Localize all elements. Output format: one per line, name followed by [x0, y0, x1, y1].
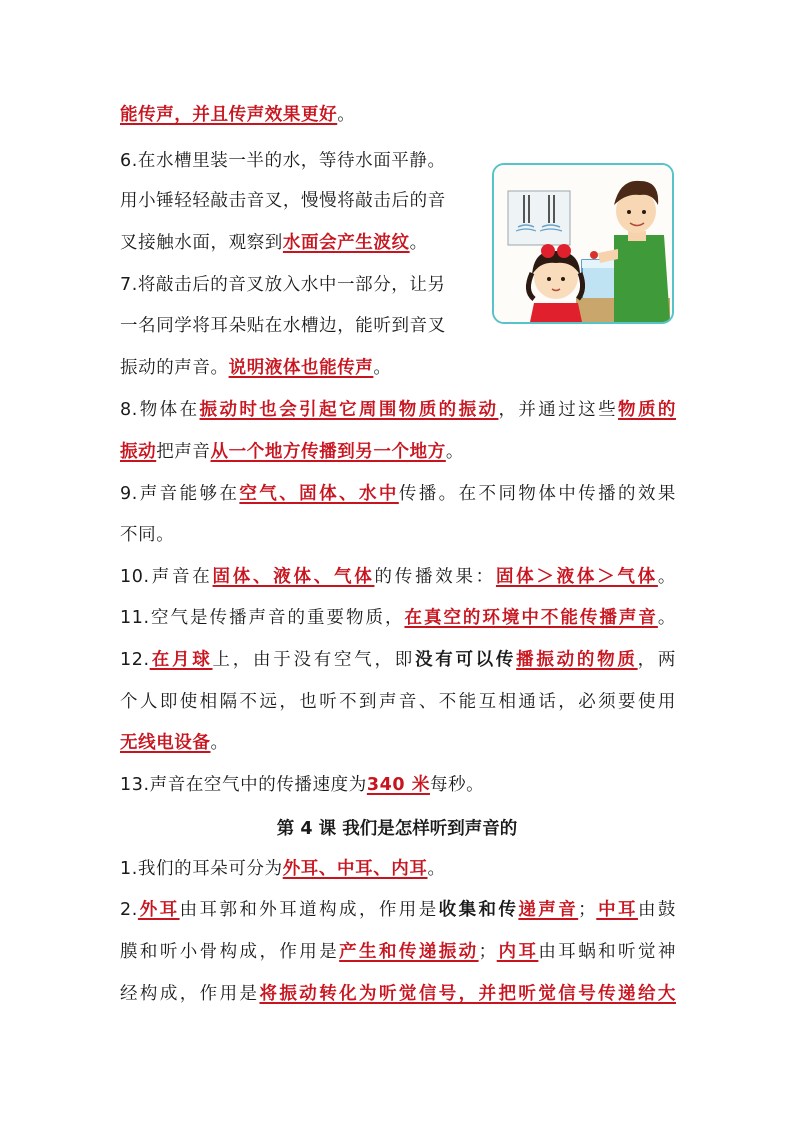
key-answer-text: 外耳 — [137, 900, 180, 920]
illustration-graphic — [494, 165, 672, 322]
text-line — [120, 523, 174, 547]
body-text: 13.声音在空气中的传播速度为 — [120, 775, 367, 795]
body-text: 9.声音能够在 — [120, 484, 240, 504]
text-line — [120, 857, 446, 881]
text-line — [120, 231, 428, 255]
key-answer-text: 外耳、中耳、内耳 — [282, 859, 428, 879]
body-text: 的传播效果： — [374, 567, 496, 587]
text-line — [120, 314, 446, 338]
body-text: 6.在水槽里装一半的水，等待水面平静。 — [120, 151, 446, 171]
bold-text: 收集和传 — [438, 900, 519, 920]
text-line — [120, 940, 676, 964]
body-text: 由鼓 — [637, 900, 676, 920]
body-text: 。 — [337, 105, 356, 125]
key-answer-text: 递声音 — [518, 900, 579, 920]
body-text: 用小锤轻轻敲击音叉，慢慢将敲击后的音 — [120, 191, 446, 211]
body-text: 。 — [445, 442, 464, 462]
body-text: ，两 — [637, 650, 676, 670]
body-text: 。 — [657, 567, 676, 587]
body-text: 把声音 — [156, 442, 211, 462]
body-text: 2. — [120, 900, 138, 920]
key-answer-text: 能传声，并且传声效果更好 — [120, 105, 338, 125]
body-text: 个人即使相隔不远，也听不到声音、不能互相通话，必须要使用 — [120, 692, 676, 712]
key-answer-text: 内耳 — [496, 942, 539, 962]
text-line — [120, 149, 446, 173]
text-line — [120, 398, 676, 422]
text-line — [120, 773, 484, 797]
body-text: ； — [478, 942, 497, 962]
text-line — [120, 731, 229, 755]
body-text: 膜和听小骨构成，作用是 — [120, 942, 340, 962]
text-line — [120, 982, 676, 1006]
key-answer-text: 固体＞液体＞气体 — [495, 567, 658, 587]
text-line — [120, 482, 676, 506]
text-line — [120, 356, 392, 380]
key-answer-text: 无线电设备 — [120, 733, 211, 753]
body-text: 一名同学将耳朵贴在水槽边，能听到音叉 — [120, 316, 446, 336]
key-answer-text: 将振动转化为听觉信号，并把听觉信号传递给大 — [259, 984, 676, 1004]
body-text: 10.声音在 — [120, 567, 213, 587]
key-answer-text: 从一个地方传播到另一个地方 — [210, 442, 446, 462]
body-text: 经构成，作用是 — [120, 984, 260, 1004]
text-line — [120, 606, 676, 630]
boy-girl-tuning-fork-water-tank-illustration — [492, 163, 674, 324]
body-text: 8.物体在 — [120, 400, 200, 420]
body-text: 由耳蜗和听觉神 — [538, 942, 677, 962]
text-line — [120, 565, 676, 589]
body-text: 7.将敲击后的音叉放入水中一部分，让另 — [120, 275, 446, 295]
key-answer-text: 播振动的物质 — [516, 650, 638, 670]
body-text: ； — [578, 900, 597, 920]
body-text: 。 — [373, 358, 392, 378]
body-text: 振动的声音。 — [120, 358, 229, 378]
body-text: 叉接触水面，观察到 — [120, 233, 283, 253]
body-text: 1.我们的耳朵可分为 — [120, 859, 283, 879]
key-answer-text: 振动时也会引起它周围物质的振动 — [199, 400, 499, 420]
body-text: 上，由于没有空气，即 — [212, 650, 415, 670]
body-text: 12. — [120, 650, 150, 670]
text-line — [120, 898, 676, 922]
body-text: 每秒。 — [429, 775, 485, 795]
text-line — [120, 690, 676, 714]
body-text: 。 — [409, 233, 428, 253]
key-answer-text: 在月球 — [149, 650, 213, 670]
key-answer-text: 340 米 — [366, 775, 430, 795]
key-answer-text: 水面会产生波纹 — [282, 233, 410, 253]
key-answer-text: 在真空的环境中不能传播声音 — [404, 608, 658, 628]
key-answer-text: 空气、固体、水中 — [239, 484, 399, 504]
text-line — [120, 103, 355, 127]
body-text: ，并通过这些 — [498, 400, 619, 420]
key-answer-text: 产生和传递振动 — [339, 942, 479, 962]
body-text: 。 — [210, 733, 229, 753]
text-line — [120, 440, 464, 464]
key-answer-text: 振动 — [120, 442, 157, 462]
text-line — [120, 273, 446, 297]
key-answer-text: 中耳 — [596, 900, 638, 920]
bold-text: 没有可以传 — [414, 650, 517, 670]
text-line — [120, 189, 446, 213]
text-line — [120, 648, 676, 672]
key-answer-text: 固体、液体、气体 — [212, 567, 375, 587]
key-answer-text: 说明液体也能传声 — [228, 358, 374, 378]
lesson-heading: 第 4 课 我们是怎样听到声音的 — [276, 819, 518, 839]
body-text: 不同。 — [120, 525, 175, 545]
body-text: 由耳郭和外耳道构成，作用是 — [179, 900, 439, 920]
body-text: 。 — [657, 608, 676, 628]
body-text: 传播。在不同物体中传播的效果 — [398, 484, 676, 504]
key-answer-text: 物质的 — [618, 400, 676, 420]
body-text: 。 — [427, 859, 446, 879]
body-text: 11.空气是传播声音的重要物质， — [120, 608, 405, 628]
